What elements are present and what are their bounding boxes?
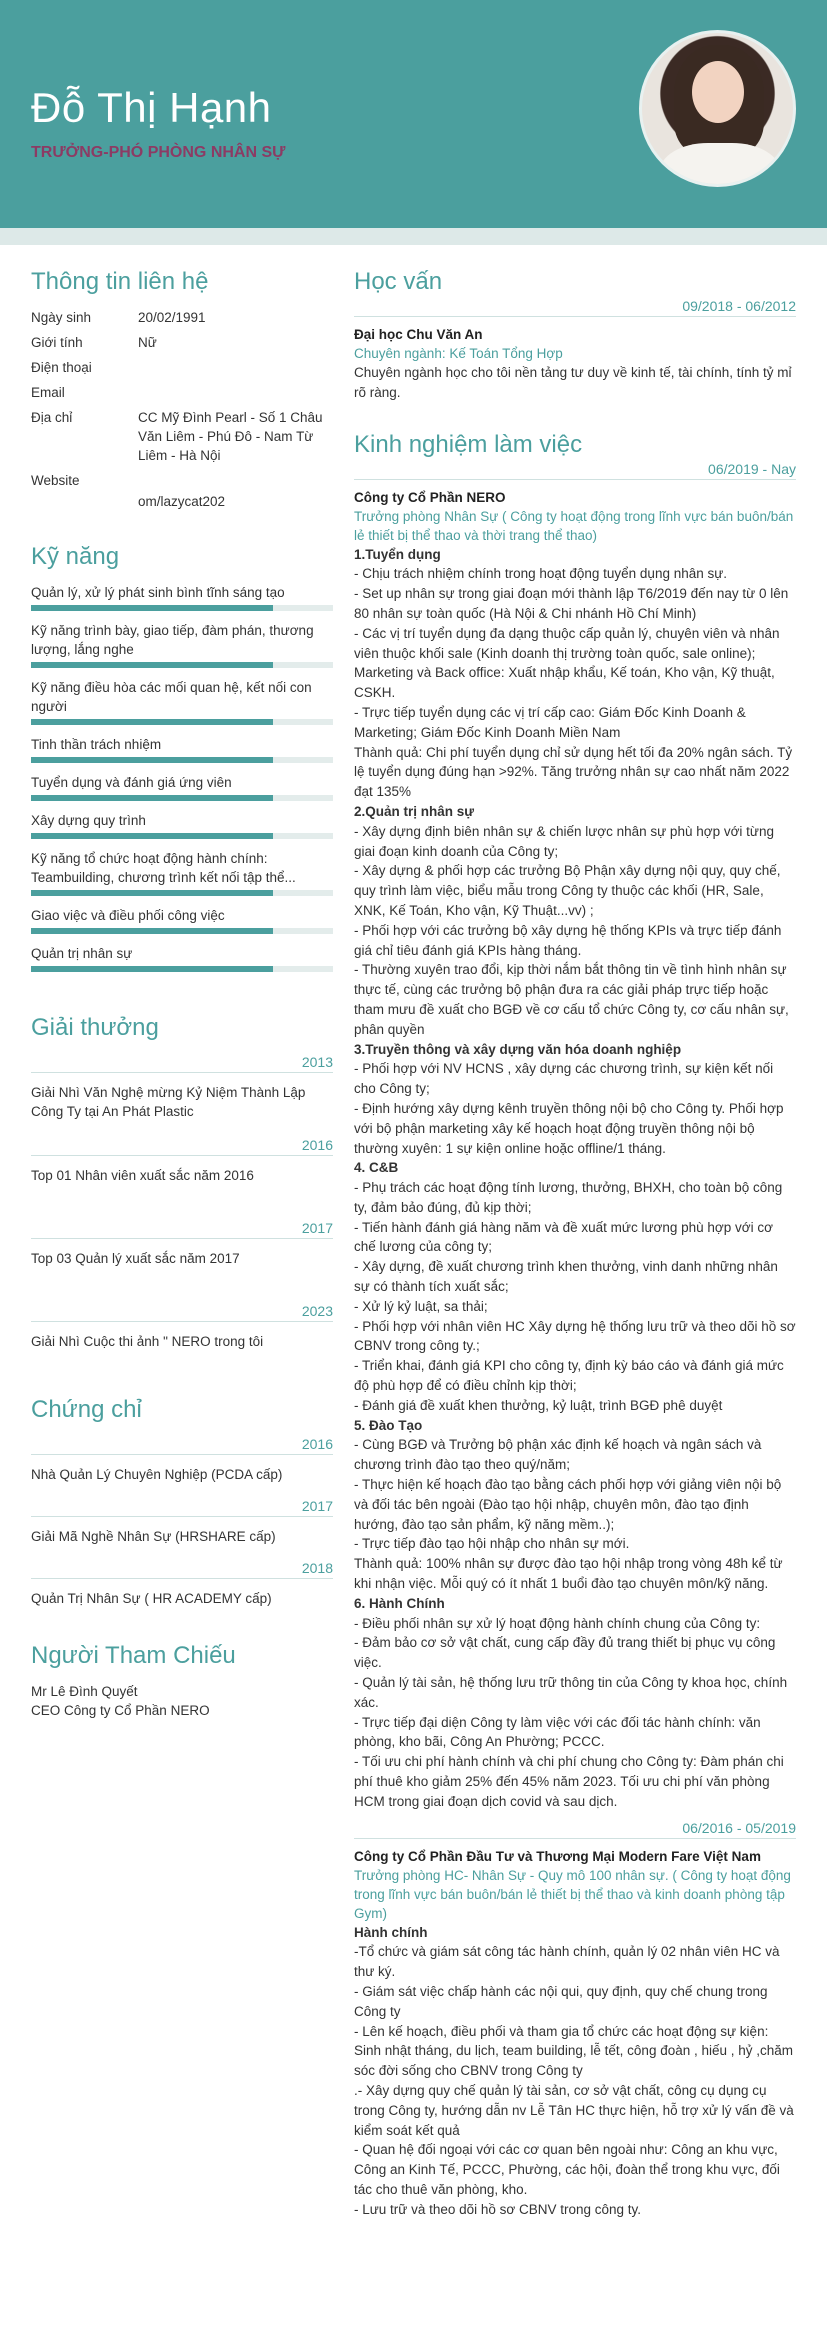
education-date: 09/2018 - 06/2012 xyxy=(354,298,796,317)
award-text: Giải Nhì Cuộc thi ảnh " NERO trong tôi xyxy=(31,1334,264,1349)
skills-section xyxy=(31,543,333,972)
job-item xyxy=(354,461,796,1812)
skill-bar-fill xyxy=(31,605,273,611)
job-company: Công ty Cổ Phần Đầu Tư và Thương Mại Modern Fare Việt Nam xyxy=(354,1848,761,1864)
contact-label: Địa chỉ xyxy=(31,410,73,425)
skill-bar-fill xyxy=(31,795,273,801)
job-item xyxy=(354,1820,796,2220)
contact-label: Giới tính xyxy=(31,335,83,350)
avatar xyxy=(639,30,796,187)
contact-label: Website xyxy=(31,473,80,488)
skill-label: Tinh thần trách nhiệm xyxy=(31,737,162,752)
certificate-year: 2016 xyxy=(31,1436,333,1455)
job-desc-line: - Trực tiếp tuyển dụng các vị trí cấp cao: Giám Đốc Kinh Doanh & Marketing; Giám Đốc Kinh Doanh Miền Nam xyxy=(354,704,746,740)
skill-item xyxy=(31,849,333,896)
website-value[interactable]: om/lazycat202 xyxy=(138,494,226,509)
right-column xyxy=(354,268,796,2228)
skill-bar-fill xyxy=(31,966,273,972)
job-desc-line: - Quản lý tài sản, hệ thống lưu trữ thông tin của Công ty khoa học, chính xác. xyxy=(354,1675,788,1710)
jobs-list xyxy=(354,461,796,2220)
job-desc-line: Thành quả: 100% nhân sự được đào tạo hội nhập trong vòng 48h kể từ khi nhận việc. Mỗi quý có ít nhất 1 buổi đào tạo chuyên môn/kỹ năng. xyxy=(354,1556,783,1592)
award-item xyxy=(31,1054,333,1121)
skill-bar xyxy=(31,795,333,801)
contact-row xyxy=(31,358,333,377)
contact-label: Điện thoại xyxy=(31,360,92,375)
skill-item xyxy=(31,621,333,668)
contact-value: 20/02/1991 xyxy=(138,310,206,325)
job-desc-line: 5. Đào Tạo xyxy=(354,1417,423,1433)
award-year: 2016 xyxy=(31,1137,333,1156)
award-item xyxy=(31,1137,333,1204)
education-major: Chuyên ngành: Kế Toán Tổng Hợp xyxy=(354,346,563,361)
job-desc-line: 3.Truyền thông và xây dựng văn hóa doanh nghiệp xyxy=(354,1041,682,1057)
certificate-item xyxy=(31,1436,333,1484)
skill-bar xyxy=(31,966,333,972)
references-section xyxy=(31,1642,333,1720)
job-desc-line: - Xây dựng, đề xuất chương trình khen thưởng, vinh danh những nhân sự có thành tích xuất sắc; xyxy=(354,1259,778,1295)
contact-value xyxy=(138,383,333,402)
award-item xyxy=(31,1303,333,1370)
job-desc-line: - Xây dựng định biên nhân sự & chiến lược nhân sự phù hợp với từng giai đoạn kinh doanh của Công ty; xyxy=(354,823,774,859)
award-item xyxy=(31,1220,333,1287)
skill-bar xyxy=(31,757,333,763)
skill-bar-fill xyxy=(31,890,273,896)
job-desc-line: - Thường xuyên trao đổi, kịp thời nắm bắt thông tin về tình hình nhân sự thực tế, cùng các trưởng bộ phận đưa ra các giải pháp trực tiếp hoặc tham mưu đề xuất cho BGĐ về cơ cấu tổ chức Công ty, cơ cấu nhân sự, phân quyền xyxy=(354,962,789,1037)
job-desc-line: - Xử lý kỷ luật, sa thải; xyxy=(354,1298,488,1314)
skill-label: Kỹ năng tổ chức hoạt động hành chính: Teambuilding, chương trình kết nối tập thể... xyxy=(31,851,296,885)
reference-position: CEO Công ty Cổ Phần NERO xyxy=(31,1703,210,1718)
job-desc-line: Thành quả: Chi phí tuyển dụng chỉ sử dụng hết tối đa 20% ngân sách. Tỷ lệ tuyển dụng đúng hạn >92%. Tăng trưởng nhân sự cao nhất năm 2022 đạt 135% xyxy=(354,744,793,800)
certificate-text: Giải Mã Nghề Nhân Sự (HRSHARE cấp) xyxy=(31,1529,276,1544)
contact-label: Ngày sinh xyxy=(31,310,92,325)
skill-bar xyxy=(31,662,333,668)
job-desc-line: 4. C&B xyxy=(354,1160,399,1176)
job-desc-line: - Giám sát việc chấp hành các nội qui, quy định, quy chế chung trong Công ty xyxy=(354,1983,768,2019)
job-desc-line: - Tối ưu chi phí hành chính và chi phí chung cho Công ty: Đàm phán chi phí thuê kho giảm 25% đến 45% năm 2023. Tối ưu chi phí văn phòng HCM trong giai đoạn dịch covid và sau dịch. xyxy=(354,1754,784,1809)
job-position: Trưởng phòng HC- Nhân Sự - Quy mô 100 nhân sự. ( Công ty hoạt động trong lĩnh vực bán buôn/bán lẻ thiết bị thể thao và kinh doanh phòng tập Gym) xyxy=(354,1867,791,1921)
job-desc-line: -Tổ chức và giám sát công tác hành chính, quản lý 02 nhân viên HC và thư ký. xyxy=(354,1944,780,1980)
contact-value xyxy=(138,358,333,377)
skills-list xyxy=(31,583,333,972)
contact-row xyxy=(31,408,333,465)
certificates-title: Chứng chỉ xyxy=(31,1396,142,1423)
job-desc-line: - Quan hệ đối ngoại với các cơ quan bên ngoài như: Công an khu vực, Công an Kinh Tế, PCCC, Phường, các hội, đoàn thể trong khu vực, đối tác cho thuê văn phòng, kho. xyxy=(354,2142,780,2197)
award-year: 2017 xyxy=(31,1220,333,1239)
awards-title: Giải thưởng xyxy=(31,1014,159,1041)
award-year: 2013 xyxy=(31,1054,333,1073)
skill-item xyxy=(31,735,333,763)
job-position: Trưởng phòng Nhân Sự ( Công ty hoạt động trong lĩnh vực bán buôn/bán lẻ thiết bị thể thao và thời trang thể thao) xyxy=(354,508,794,543)
contact-row xyxy=(31,383,333,402)
certificates-list xyxy=(31,1436,333,1608)
award-text: Top 03 Quản lý xuất sắc năm 2017 xyxy=(31,1251,240,1266)
award-year: 2023 xyxy=(31,1303,333,1322)
skill-bar xyxy=(31,890,333,896)
job-desc-line: 2.Quản trị nhân sự xyxy=(354,803,475,819)
skill-label: Tuyển dụng và đánh giá ứng viên xyxy=(31,775,232,790)
contact-row xyxy=(31,471,333,490)
contact-section xyxy=(31,268,333,509)
job-desc-line: - Đảm bảo cơ sở vật chất, cung cấp đầy đủ trang thiết bị phục vụ công việc. xyxy=(354,1635,776,1671)
job-desc-line: - Các vị trí tuyển dụng đa dạng thuộc cấp quản lý, chuyên viên và nhân viên thuộc khối sale (Kinh doanh thị trường toàn quốc, sale online); Marketing và Back office: Xuất nhập khẩu, Kế toán, Kho vận, Kỹ thuật, CSKH. xyxy=(354,625,780,701)
job-desc-line: - Triển khai, đánh giá KPI cho công ty, định kỳ báo cáo và đánh giá mức độ phù hợp để có điều chỉnh kịp thời; xyxy=(354,1358,784,1394)
job-desc-line: - Phụ trách các hoạt động tính lương, thưởng, BHXH, cho toàn bộ công ty, đảm bảo đúng, đủ kịp thời; xyxy=(354,1180,783,1215)
certificates-section xyxy=(31,1396,333,1608)
job-date: 06/2016 - 05/2019 xyxy=(354,1820,796,1839)
certificate-year: 2018 xyxy=(31,1560,333,1579)
skill-label: Giao việc và điều phối công việc xyxy=(31,908,225,923)
job-desc-line: - Lưu trữ và theo dõi hồ sơ CBNV trong công ty. xyxy=(354,2201,642,2217)
skill-bar xyxy=(31,928,333,934)
job-desc-line: - Trực tiếp đại diện Công ty làm việc với các đối tác hành chính: văn phòng, kho bãi, Công An Phường; PCCC. xyxy=(354,1714,761,1750)
skill-bar-fill xyxy=(31,928,273,934)
contact-rows xyxy=(31,308,333,490)
job-desc-line: Hành chính xyxy=(354,1924,428,1940)
skill-item xyxy=(31,678,333,725)
skill-bar xyxy=(31,833,333,839)
job-desc-line: - Set up nhân sự trong giai đoạn mới thành lập T6/2019 đến nay từ 0 lên 80 nhân sự toàn quốc (Hà Nội & Chi nhánh Hồ Chí Minh) xyxy=(354,586,789,621)
job-desc-line: - Phối hợp với các trưởng bộ xây dựng hệ thống KPIs và trực tiếp đánh giá chỉ tiêu đánh giá KPIs hàng tháng. xyxy=(354,922,782,958)
job-desc-line: 1.Tuyển dụng xyxy=(354,546,441,562)
job-desc-line: - Điều phối nhân sự xử lý hoạt động hành chính chung của Công ty: xyxy=(354,1615,761,1631)
job-desc-line: .- Xây dựng quy chế quản lý tài sản, cơ sở vật chất, công cụ dụng cụ trong Công ty, hướng dẫn nv Lễ Tân HC thực hiện, hỗ trợ xử lý vấn đề và kiểm soát kết quả xyxy=(354,2082,794,2138)
header-band xyxy=(0,228,827,245)
contact-title: Thông tin liên hệ xyxy=(31,268,209,295)
education-desc: Chuyên ngành học cho tôi nền tảng tư duy về kinh tế, tài chính, tính tỷ mỉ rõ ràng. xyxy=(354,365,796,400)
contact-row xyxy=(31,333,333,352)
skill-label: Kỹ năng điều hòa các mối quan hệ, kết nối con người xyxy=(31,680,312,714)
job-desc-line: 6. Hành Chính xyxy=(354,1595,445,1611)
skill-bar-fill xyxy=(31,719,273,725)
skill-bar-fill xyxy=(31,833,273,839)
certificate-item xyxy=(31,1498,333,1546)
contact-value: Nữ xyxy=(138,335,157,350)
skill-label: Quản trị nhân sự xyxy=(31,946,133,961)
left-column xyxy=(31,268,333,1720)
skill-bar xyxy=(31,605,333,611)
skill-item xyxy=(31,811,333,839)
job-desc-line: - Phối hợp với NV HCNS , xây dựng các chương trình, sự kiện kết nối cho Công ty; xyxy=(354,1061,774,1097)
skills-title: Kỹ năng xyxy=(31,543,120,570)
skill-item xyxy=(31,906,333,934)
job-desc-line: - Đánh giá đề xuất khen thưởng, kỷ luật, trình BGĐ phê duyệt xyxy=(354,1397,723,1413)
avatar-shirt xyxy=(660,143,780,187)
education-section xyxy=(354,268,796,403)
job-desc-line: - Thực hiện kế hoạch đào tạo bằng cách phối hợp với giảng viên nội bộ và đối tác bên ngoài (Đào tạo hội nhập, chuyên môn, đào tạo định hướng, đào tạo sản phẩm, kỹ năng mềm..); xyxy=(354,1477,782,1532)
certificate-year: 2017 xyxy=(31,1498,333,1517)
job-date: 06/2019 - Nay xyxy=(354,461,796,480)
job-desc-line: - Cùng BGĐ và Trưởng bộ phận xác định kế hoạch và ngân sách và chương trình đào tạo theo quý/năm; xyxy=(354,1437,762,1473)
contact-value xyxy=(138,471,333,490)
contact-value: CC Mỹ Đình Pearl - Số 1 Châu Văn Liêm - Phú Đô - Nam Từ Liêm - Hà Nội xyxy=(138,410,323,463)
skill-bar-fill xyxy=(31,757,273,763)
reference-name: Mr Lê Đình Quyết xyxy=(31,1684,138,1699)
certificate-text: Nhà Quản Lý Chuyên Nghiệp (PCDA cấp) xyxy=(31,1467,283,1482)
awards-section xyxy=(31,1014,333,1370)
certificate-text: Quản Trị Nhân Sự ( HR ACADEMY cấp) xyxy=(31,1591,272,1606)
skill-item xyxy=(31,773,333,801)
job-desc-line: - Chịu trách nhiệm chính trong hoạt động tuyển dụng nhân sự. xyxy=(354,566,728,582)
skill-bar xyxy=(31,719,333,725)
contact-label: Email xyxy=(31,385,65,400)
job-desc-line: - Trực tiếp đào tạo hội nhập cho nhân sự mới. xyxy=(354,1536,630,1552)
experience-section xyxy=(354,431,796,2220)
job-desc-line: - Phối hợp với nhân viên HC Xây dựng hệ thống lưu trữ và theo dõi hồ sơ CBNV trong công ty.; xyxy=(354,1318,796,1354)
references-title: Người Tham Chiếu xyxy=(31,1642,236,1669)
contact-row xyxy=(31,308,333,327)
awards-list xyxy=(31,1054,333,1370)
skill-label: Quản lý, xử lý phát sinh bình tĩnh sáng tạo xyxy=(31,585,285,600)
award-text: Giải Nhì Văn Nghệ mừng Kỷ Niệm Thành Lập Công Ty tại An Phát Plastic xyxy=(31,1085,306,1119)
award-text: Top 01 Nhân viên xuất sắc năm 2016 xyxy=(31,1168,254,1183)
skill-item xyxy=(31,583,333,611)
candidate-name: Đỗ Thị Hạnh xyxy=(31,84,272,131)
skill-item xyxy=(31,944,333,972)
job-desc-line: - Định hướng xây dựng kênh truyền thông nội bộ cho Công ty. Phối hợp với bộ phận marketing xây kế hoạch hoạt động truyền thông nội bộ thường xuyên: 1 sự kiện online hoặc offline/1 tháng. xyxy=(354,1100,784,1156)
certificate-item xyxy=(31,1560,333,1608)
education-title: Học vấn xyxy=(354,268,443,295)
job-desc-line: - Lên kế hoạch, điều phối và tham gia tổ chức các hoạt động sự kiện: Sinh nhật tháng, du lịch, team building, lễ tết, công đoàn , hiếu , hỷ ,chăm sóc đời sống cho CBNV trong Công ty xyxy=(354,2023,794,2079)
skill-label: Xây dựng quy trình xyxy=(31,813,146,828)
skill-bar-fill xyxy=(31,662,273,668)
avatar-face xyxy=(692,61,744,123)
experience-title: Kinh nghiệm làm việc xyxy=(354,430,583,458)
job-company: Công ty Cổ Phần NERO xyxy=(354,489,506,505)
job-desc-line: - Tiến hành đánh giá hàng năm và đề xuất mức lương phù hợp với cơ chế lương của công ty; xyxy=(354,1219,773,1255)
education-school: Đại học Chu Văn An xyxy=(354,327,483,342)
skill-label: Kỹ năng trình bày, giao tiếp, đàm phán, thương lượng, lắng nghe xyxy=(31,623,314,657)
candidate-role: TRƯỞNG-PHÓ PHÒNG NHÂN SỰ xyxy=(31,144,286,161)
job-desc-line: - Xây dựng & phối hợp các trưởng Bộ Phận xây dựng nội quy, quy chế, quy trình làm việc, biểu mẫu trong Công ty thuộc các khối (HR, Sale, XNK, Kế Toán, Kho vận, Kỹ Thuật...vv) ; xyxy=(354,863,781,918)
